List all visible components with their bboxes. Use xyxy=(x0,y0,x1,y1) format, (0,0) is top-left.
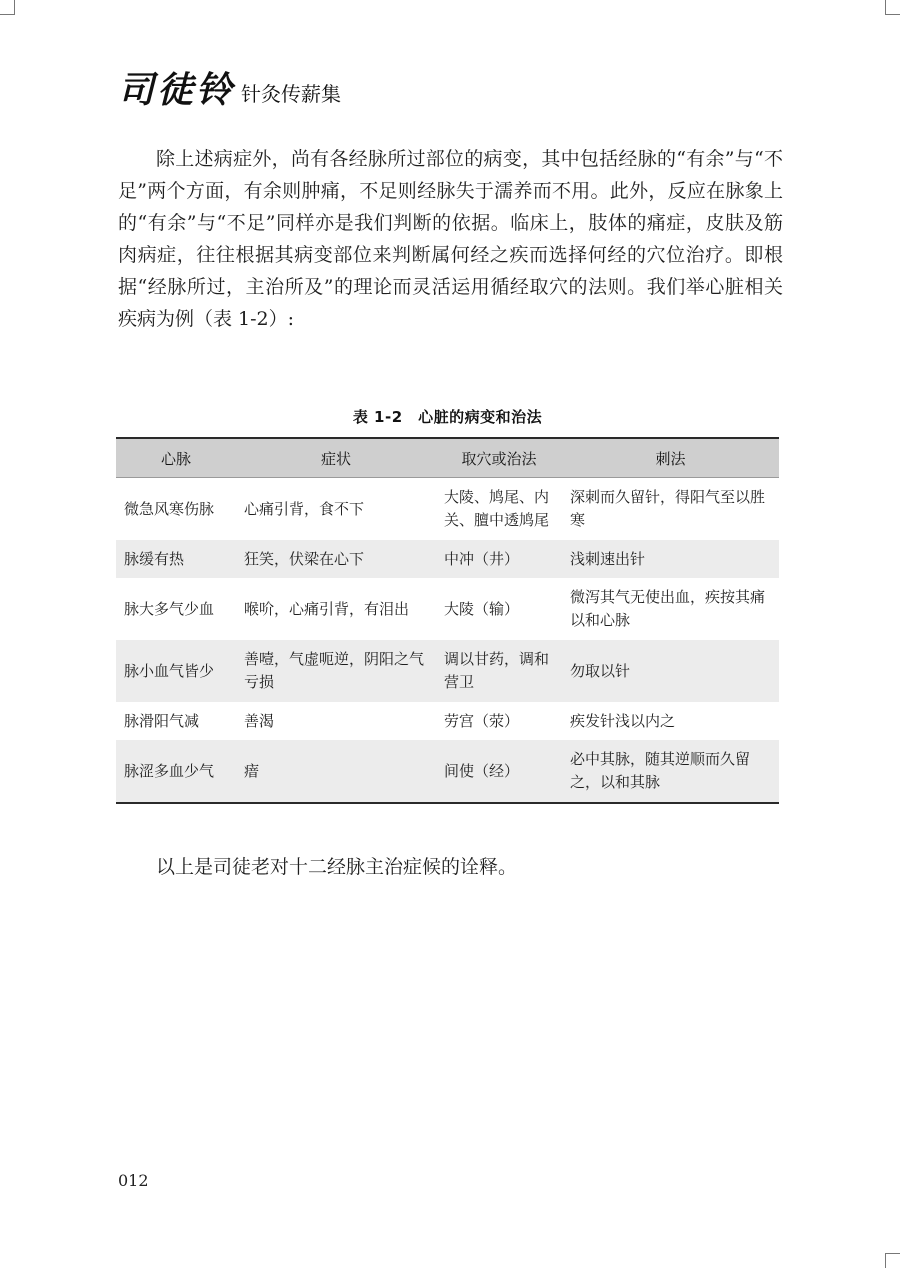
cell-symptoms: 狂笑，伏梁在心下 xyxy=(236,540,436,578)
cell-symptoms: 瘖 xyxy=(236,740,436,803)
cell-pulse: 脉小血气皆少 xyxy=(116,640,236,702)
table-row xyxy=(116,478,779,541)
cell-needling: 疾发针浅以内之 xyxy=(570,711,676,730)
cell-pulse: 微急风寒伤脉 xyxy=(124,499,215,518)
column-header-points: 取穴或治法 xyxy=(436,438,562,478)
cell-needling: 浅刺速出针 xyxy=(562,540,779,578)
cell-needling: 必中其脉，随其逆顺而久留之，以和其脉 xyxy=(562,740,779,803)
cell-needling: 深刺而久留针，得阳气至以胜寒 xyxy=(570,488,766,529)
column-header-needling: 刺法 xyxy=(562,438,779,478)
cell-points: 调以甘药，调和营卫 xyxy=(436,640,562,702)
cell-points: 劳宫（荥） xyxy=(444,711,520,730)
body-paragraph-intro: 除上述病症外，尚有各经脉所过部位的病变，其中包括经脉的“有余”与“不足”两个方面，有余则肿痛，不足则经脉失于濡养而不用。此外，反应在脉象上的“有余”与“不足”同样亦是我们判断的依据。临床上，肢体的痛症，皮肤及筋肉病症，往往根据其病变部位来判断属何经之疾而选择何经的穴位治疗。即根据“经脉所过，主治所及”的理论而灵活运用循经取穴的法则。我们举心脏相关疾病为例（表 1-2）: xyxy=(118,148,783,330)
table-row xyxy=(116,540,779,578)
heart-disease-treatment-table xyxy=(116,437,779,804)
crop-mark-top-left xyxy=(0,0,15,15)
cell-points: 大陵（输） xyxy=(444,599,520,618)
table-row xyxy=(116,578,779,640)
column-header-pulse: 心脉 xyxy=(116,438,236,478)
table-caption: 表 1-2 心脏的病变和治法 xyxy=(352,408,543,426)
crop-mark-top-right xyxy=(885,0,900,15)
table-row xyxy=(116,702,779,740)
cell-pulse: 脉滑阳气减 xyxy=(124,711,200,730)
running-head xyxy=(118,66,341,110)
cell-symptoms: 心痛引背，食不下 xyxy=(244,499,365,518)
cell-needling: 勿取以针 xyxy=(562,640,779,702)
cell-points: 大陵、鸠尾、内关、膻中透鸠尾 xyxy=(444,488,550,529)
cell-pulse: 脉涩多血少气 xyxy=(116,740,236,803)
table-row xyxy=(116,740,779,803)
crop-mark-bottom-right xyxy=(885,1253,900,1268)
cell-pulse: 脉缓有热 xyxy=(116,540,236,578)
cell-points: 中冲（井） xyxy=(436,540,562,578)
cell-points: 间使（经） xyxy=(436,740,562,803)
running-head-subtitle: 针灸传薪集 xyxy=(241,82,342,106)
table-row xyxy=(116,640,779,702)
page-number: 012 xyxy=(118,1171,149,1190)
body-paragraph-conclusion: 以上是司徒老对十二经脉主治症候的诠释。 xyxy=(156,856,518,878)
cell-symptoms: 喉吤，心痛引背，有泪出 xyxy=(244,599,410,618)
column-header-symptoms: 症状 xyxy=(236,438,436,478)
cell-symptoms: 善噎，气虚呃逆，阴阳之气亏损 xyxy=(236,640,436,702)
table-header-row xyxy=(116,438,779,478)
running-head-calligraphy-title: 司徒铃 xyxy=(118,69,236,111)
cell-needling: 微泻其气无使出血，疾按其痛以和心脉 xyxy=(570,588,766,629)
cell-symptoms: 善渴 xyxy=(244,711,275,730)
cell-pulse: 脉大多气少血 xyxy=(124,599,215,618)
